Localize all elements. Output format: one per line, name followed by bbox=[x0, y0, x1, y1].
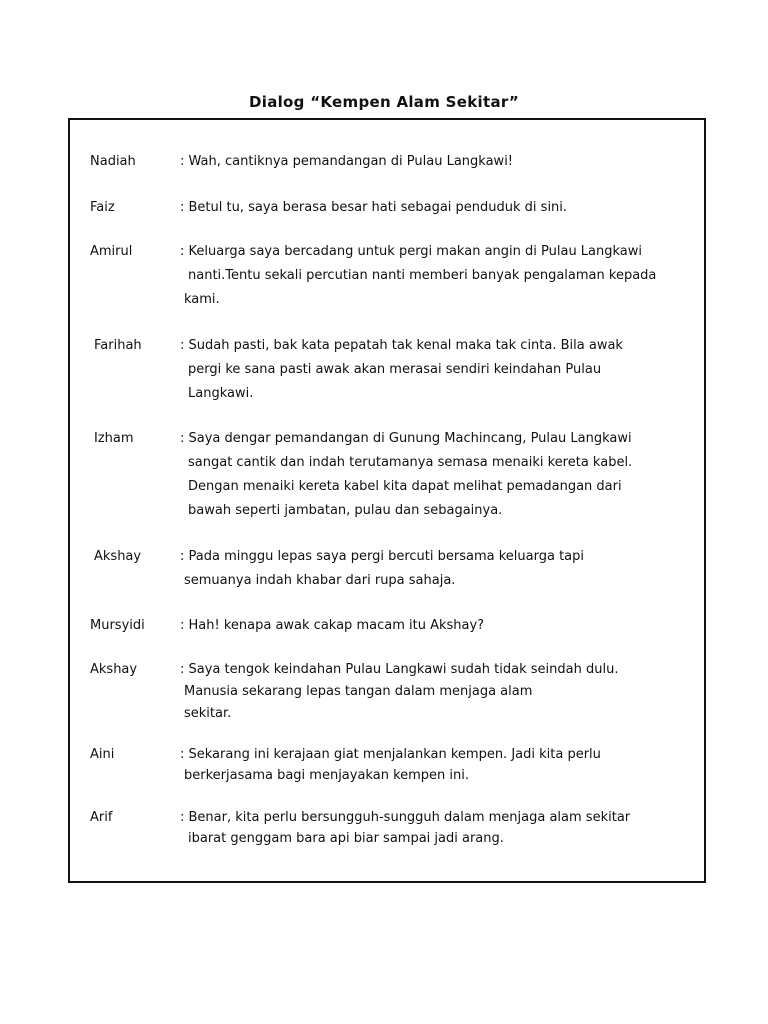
dialog-line: : Saya dengar pemandangan di Gunung Machincang, Pulau Langkawi bbox=[180, 431, 632, 446]
dialog-line: : Pada minggu lepas saya pergi bercuti bersama keluarga tapi bbox=[180, 549, 585, 564]
document-title: Dialog “Kempen Alam Sekitar” bbox=[249, 93, 519, 111]
speaker-name: Arif bbox=[90, 810, 113, 825]
speaker-name: Aini bbox=[90, 747, 115, 762]
speaker-name: Akshay bbox=[90, 662, 138, 677]
dialog-line: bawah seperti jambatan, pulau dan sebagainya. bbox=[188, 503, 503, 518]
speaker-name: Akshay bbox=[94, 549, 142, 564]
speaker-name: Mursyidi bbox=[90, 618, 145, 633]
dialog-line: : Hah! kenapa awak cakap macam itu Akshay? bbox=[180, 618, 485, 633]
speaker-name: Izham bbox=[94, 431, 134, 446]
speaker-name: Faiz bbox=[90, 200, 115, 215]
dialog-line: : Wah, cantiknya pemandangan di Pulau Langkawi! bbox=[180, 154, 514, 169]
speaker-name: Nadiah bbox=[90, 154, 136, 169]
dialog-line: : Sekarang ini kerajaan giat menjalankan kempen. Jadi kita perlu bbox=[180, 747, 601, 762]
dialog-line: berkerjasama bagi menjayakan kempen ini. bbox=[184, 768, 470, 783]
dialog-line: pergi ke sana pasti awak akan merasai sendiri keindahan Pulau bbox=[188, 362, 602, 377]
dialog-line: : Keluarga saya bercadang untuk pergi makan angin di Pulau Langkawi bbox=[180, 244, 643, 259]
dialog-line: Langkawi. bbox=[188, 386, 254, 401]
dialog-line: : Benar, kita perlu bersungguh-sungguh dalam menjaga alam sekitar bbox=[180, 810, 631, 825]
dialog-frame bbox=[68, 118, 706, 883]
dialog-line: semuanya indah khabar dari rupa sahaja. bbox=[184, 573, 456, 588]
dialog-line: kami. bbox=[184, 292, 220, 307]
speaker-name: Amirul bbox=[90, 244, 133, 259]
dialog-line: : Saya tengok keindahan Pulau Langkawi sudah tidak seindah dulu. bbox=[180, 662, 619, 677]
dialog-line: nanti.Tentu sekali percutian nanti memberi banyak pengalaman kepada bbox=[188, 268, 657, 283]
speaker-name: Farihah bbox=[94, 338, 142, 353]
dialog-line: sangat cantik dan indah terutamanya semasa menaiki kereta kabel. bbox=[188, 455, 633, 470]
dialog-line: ibarat genggam bara api biar sampai jadi arang. bbox=[188, 831, 504, 846]
dialog-line: : Sudah pasti, bak kata pepatah tak kenal maka tak cinta. Bila awak bbox=[180, 338, 623, 353]
dialog-line: Dengan menaiki kereta kabel kita dapat melihat pemadangan dari bbox=[188, 479, 622, 494]
dialog-line: Manusia sekarang lepas tangan dalam menjaga alam bbox=[184, 684, 533, 699]
dialog-line: sekitar. bbox=[184, 706, 232, 721]
dialog-line: : Betul tu, saya berasa besar hati sebagai penduduk di sini. bbox=[180, 200, 568, 215]
